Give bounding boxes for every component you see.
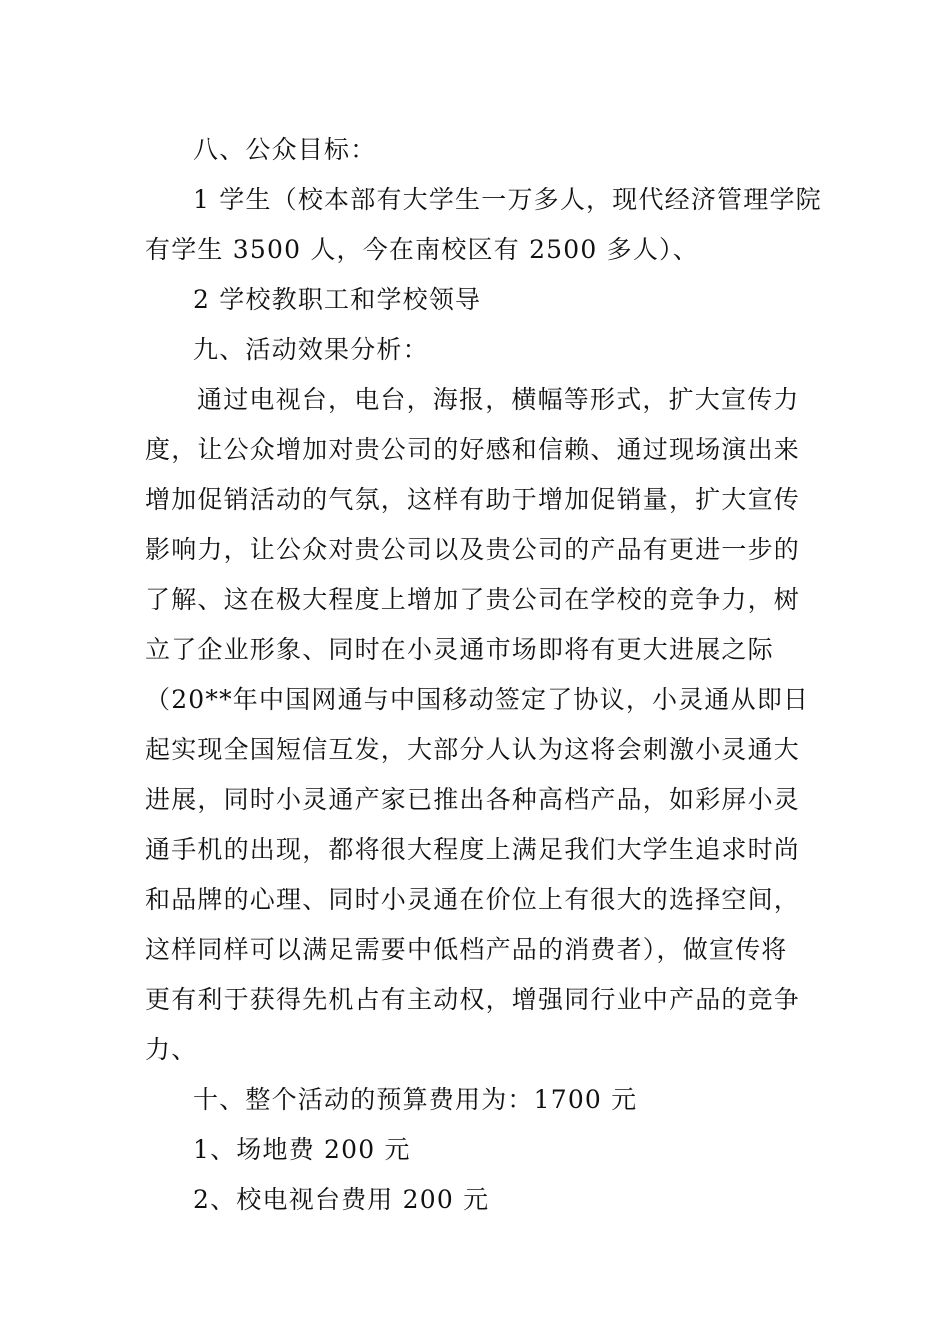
heading-public-targets: 八、公众目标： (193, 135, 377, 164)
paragraph-line: 立了企业形象、同时在小灵通市场即将有更大进展之际 (145, 635, 774, 664)
paragraph-line: （20**年中国网通与中国移动签定了协议，小灵通从即日 (145, 685, 810, 714)
paragraph-line: 更有利于获得先机占有主动权，增强同行业中产品的竞争 (145, 985, 801, 1014)
budget-item: 1、场地费 200 元 (193, 1135, 411, 1164)
paragraph-line: 度，让公众增加对贵公司的好感和信赖、通过现场演出来 (145, 435, 801, 464)
paragraph-line: 起实现全国短信互发，大部分人认为这将会刺激小灵通大 (145, 735, 801, 764)
paragraph-line: 进展，同时小灵通产家已推出各种高档产品，如彩屏小灵 (145, 785, 801, 814)
paragraph-line: 通过电视台，电台，海报，横幅等形式，扩大宣传力 (197, 385, 800, 414)
paragraph-line: 有学生 3500 人，今在南校区有 2500 多人）、 (145, 235, 699, 264)
paragraph-line: 了解、这在极大程度上增加了贵公司在学校的竞争力，树 (145, 585, 801, 614)
heading-effect-analysis: 九、活动效果分析： (193, 335, 429, 364)
budget-item: 2、校电视台费用 200 元 (193, 1185, 490, 1214)
paragraph-line: 通手机的出现，都将很大程度上满足我们大学生追求时尚 (145, 835, 801, 864)
paragraph-line: 和品牌的心理、同时小灵通在价位上有很大的选择空间， (145, 885, 801, 914)
paragraph-line: 这样同样可以满足需要中低档产品的消费者），做宣传将 (145, 935, 788, 964)
paragraph-line: 影响力，让公众对贵公司以及贵公司的产品有更进一步的 (145, 535, 801, 564)
paragraph-line: 增加促销活动的气氛，这样有助于增加促销量，扩大宣传 (145, 485, 801, 514)
paragraph-line: 1 学生（校本部有大学生一万多人，现代经济管理学院 (193, 185, 822, 214)
paragraph-line: 力、 (145, 1035, 198, 1064)
paragraph-line: 2 学校教职工和学校领导 (193, 285, 482, 314)
heading-budget: 十、整个活动的预算费用为：1700 元 (193, 1085, 638, 1114)
